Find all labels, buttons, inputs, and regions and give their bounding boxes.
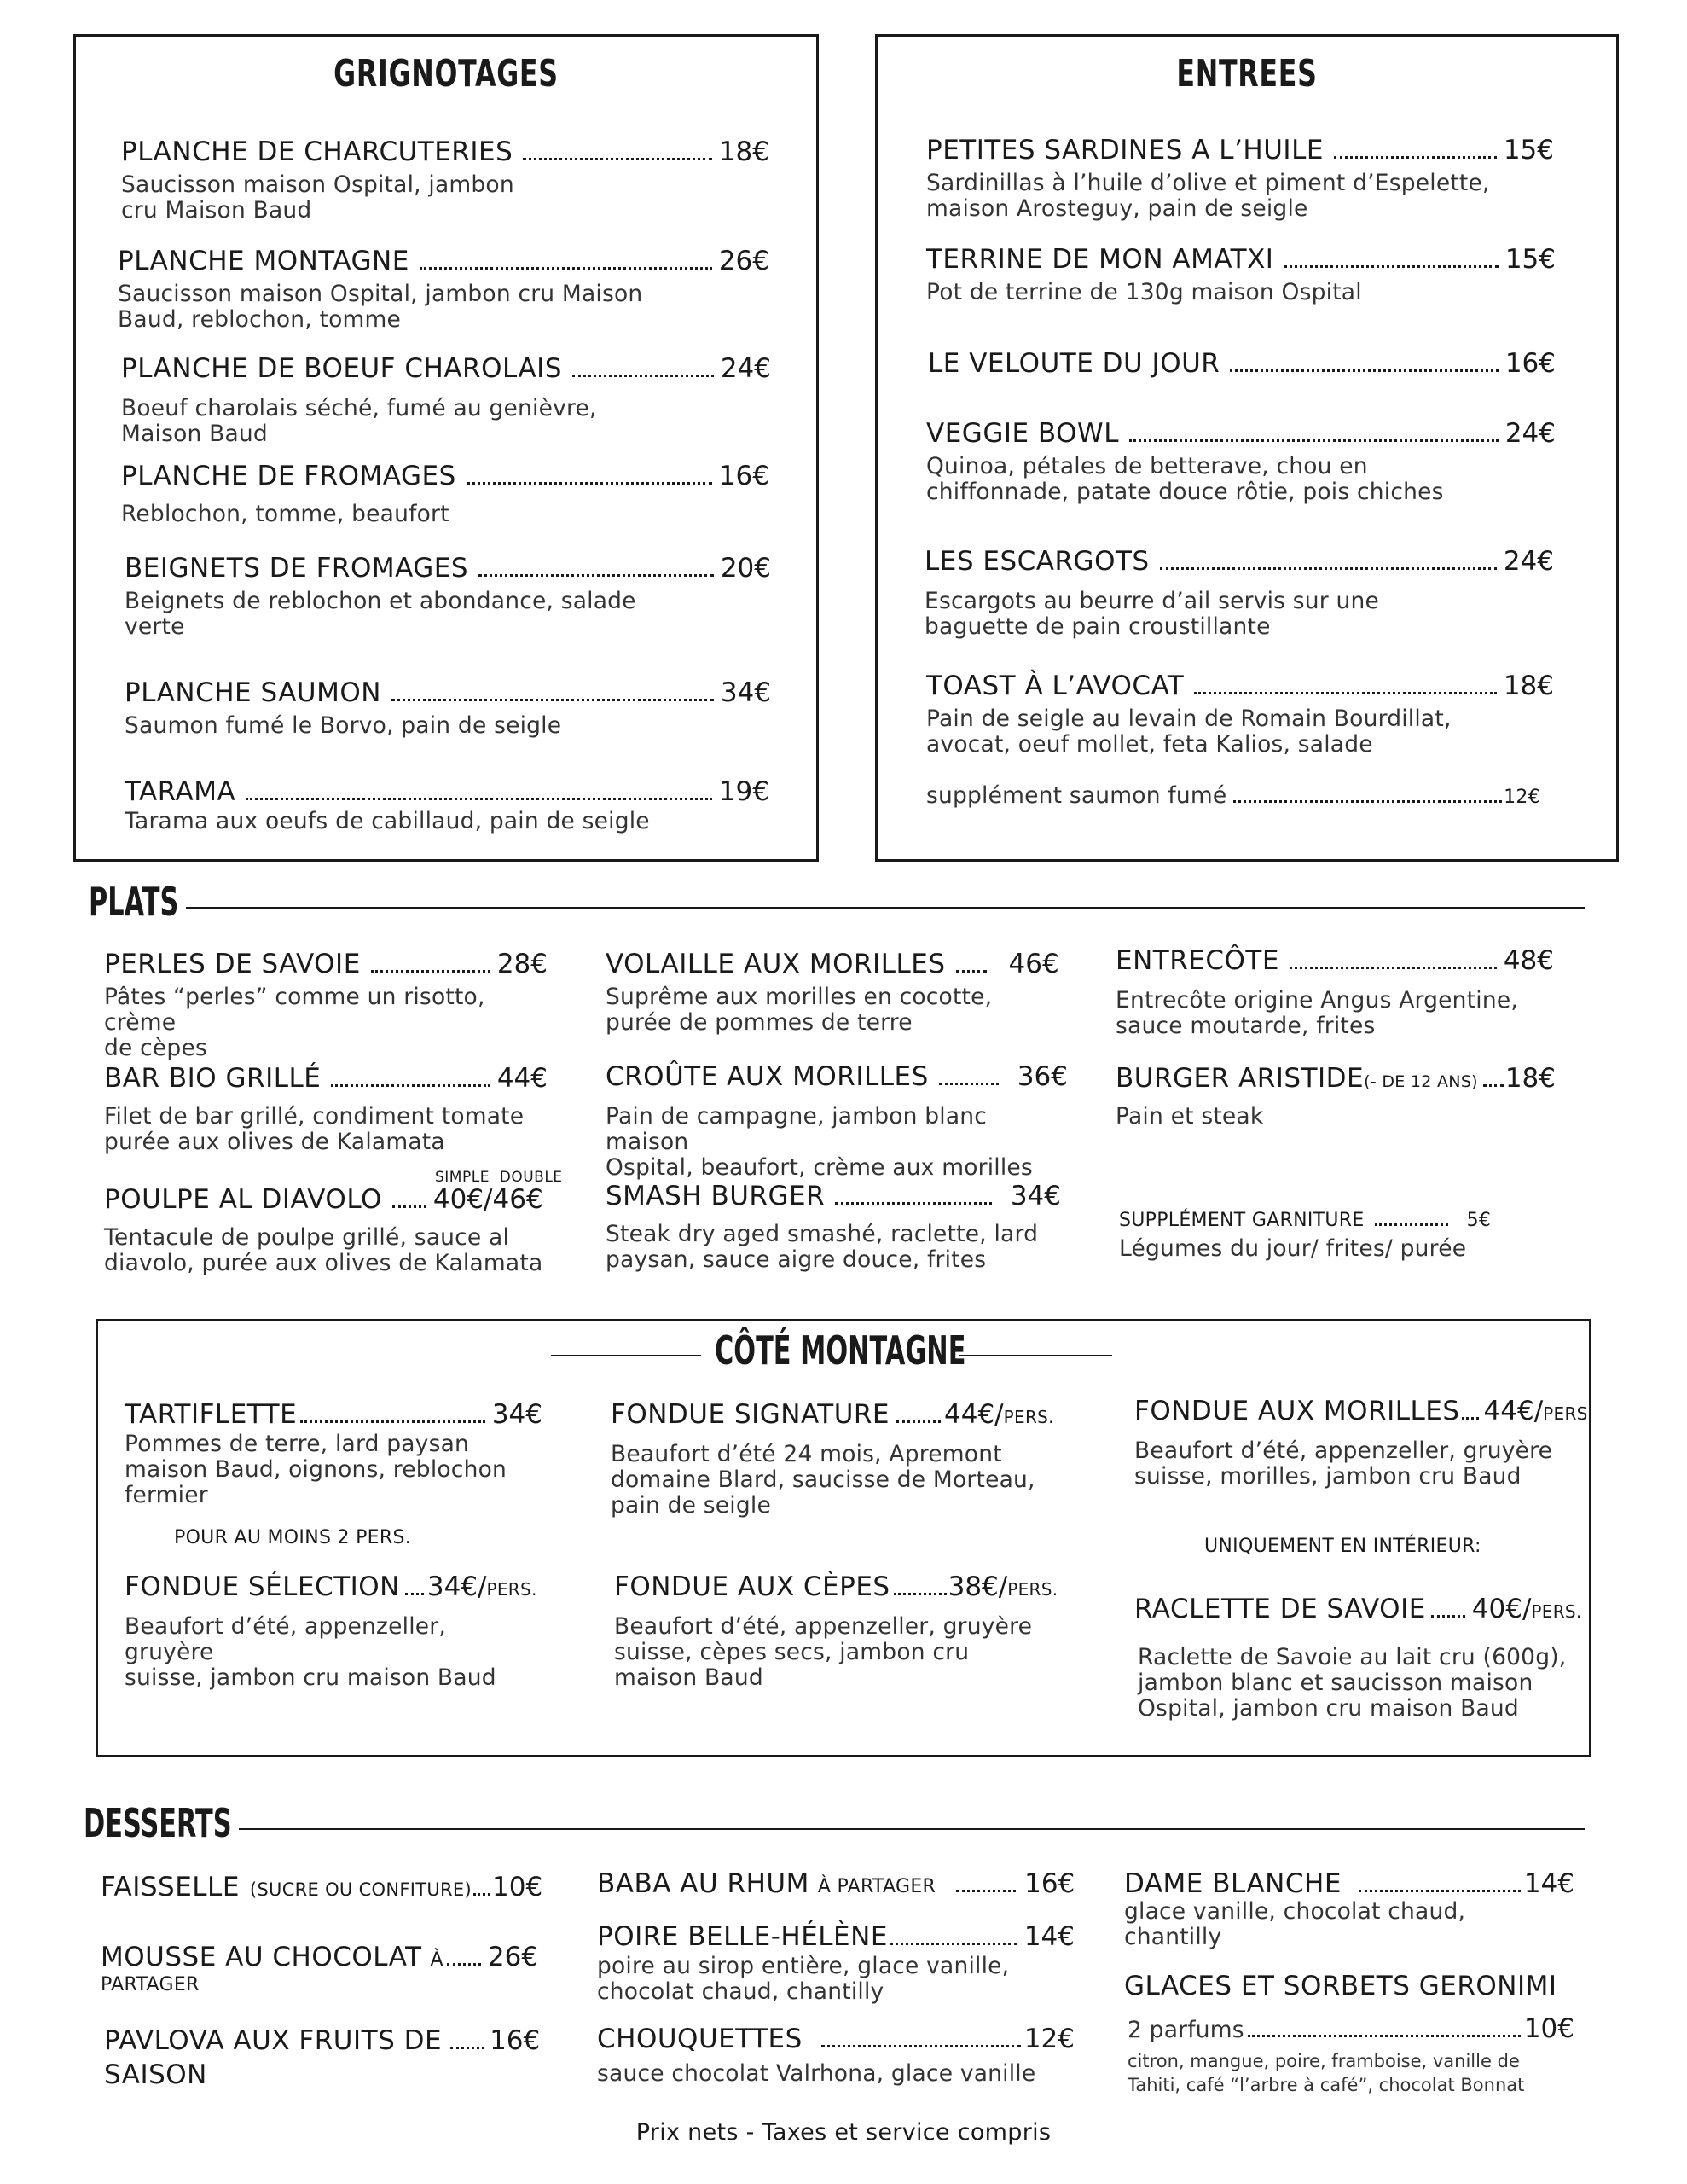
- min-persons-note: POUR AU MOINS 2 PERS.: [174, 1527, 412, 1548]
- menu-item: [121, 136, 769, 224]
- item-name: PLANCHE DE FROMAGES: [121, 461, 456, 491]
- grignotages-title: GRIGNOTAGES: [333, 52, 559, 96]
- cote-montagne-rule-left: [551, 1355, 701, 1356]
- desserts-header: [84, 1800, 308, 1846]
- item-price: 40€/46€: [432, 1184, 543, 1215]
- item-description: Entrecôte origine Angus Argentine, sauce moutarde, frites: [1116, 987, 1518, 1039]
- leader-dots: [1248, 2035, 1521, 2037]
- item-name: BEIGNETS DE FROMAGES: [125, 553, 469, 584]
- item-description: Boeuf charolais séché, fumé au genièvre, Maison Baud: [121, 395, 597, 447]
- supplement-item: [926, 783, 1540, 810]
- item-description: Beaufort d’été, appenzeller, gruyère suisse, cèpes secs, jambon cru maison Baud: [614, 1613, 1033, 1691]
- menu-item: [1134, 1396, 1594, 1490]
- leader-dots: [1230, 369, 1499, 372]
- item-description: Suprême aux morilles en cocotte, purée de pommes de terre: [606, 984, 993, 1036]
- plats-rule: [186, 907, 1585, 909]
- item-name: MOUSSE AU CHOCOLAT: [101, 1942, 422, 1972]
- supplement-item: [1119, 1210, 1516, 1262]
- entrees-title: ENTREES: [1176, 52, 1318, 96]
- item-price: 48€: [1503, 945, 1554, 976]
- item-name: VEGGIE BOWL: [926, 418, 1119, 449]
- leader-dots: [956, 1890, 1016, 1892]
- leader-dots: [1431, 1615, 1465, 1618]
- item-name-note: (SUCRE OU CONFITURE): [249, 1879, 472, 1900]
- item-unit: PERS.: [1003, 1407, 1054, 1427]
- item-name: BURGER ARISTIDE: [1116, 1063, 1365, 1094]
- item-name: TARTIFLETTE: [125, 1399, 298, 1430]
- leader-dots: [890, 1943, 1017, 1945]
- item-price: 15€: [1503, 135, 1554, 166]
- menu-item: [104, 1063, 548, 1155]
- item-price: 26€: [718, 246, 769, 276]
- item-price: 12€: [1023, 2024, 1075, 2054]
- item-name: PLANCHE DE BOEUF CHAROLAIS: [121, 353, 562, 384]
- item-name: PLANCHE SAUMON: [125, 677, 381, 708]
- leader-dots: [405, 1593, 424, 1595]
- menu-item: [104, 2025, 541, 2090]
- item-price: 24€: [1504, 418, 1556, 449]
- item-price: 28€: [496, 949, 548, 979]
- menu-item: [597, 2024, 1075, 2087]
- item-name: PERLES DE SAVOIE: [104, 949, 361, 979]
- plats-header: [89, 879, 225, 925]
- leader-dots: [391, 699, 714, 701]
- menu-item: [1124, 1971, 1574, 2097]
- item-price: 18€: [1503, 671, 1554, 701]
- leader-dots: [478, 574, 714, 577]
- leader-dots: [1462, 1417, 1479, 1420]
- item-price: 19€: [718, 776, 769, 807]
- item-description: Reblochon, tomme, beaufort: [121, 501, 449, 527]
- item-description: Quinoa, pétales de betterave, chou en chiffonnade, patate douce rôtie, pois chiches: [926, 453, 1444, 505]
- leader-dots: [1160, 567, 1497, 570]
- item-price: 12€: [1504, 787, 1540, 808]
- leader-dots: [331, 1084, 490, 1087]
- menu-item: [125, 1399, 542, 1508]
- item-name: BAR BIO GRILLÉ: [104, 1063, 322, 1094]
- item-description: Pâtes “perles” comme un risotto, crème de cèpes: [104, 984, 485, 1061]
- item-description: sauce chocolat Valrhona, glace vanille: [597, 2060, 1036, 2087]
- leader-dots: [300, 1420, 485, 1423]
- item-description: Pommes de terre, lard paysan maison Baud, oignons, reblochon fermier: [125, 1431, 507, 1508]
- item-description: Pot de terrine de 130g maison Ospital: [926, 279, 1362, 305]
- item-name: VOLAILLE AUX MORILLES: [606, 949, 946, 979]
- item-name: PLANCHE MONTAGNE: [118, 246, 409, 276]
- item-price: 34€: [491, 1399, 542, 1430]
- leader-dots: [939, 1083, 999, 1085]
- item-description: Beignets de reblochon et abondance, salade verte: [125, 588, 636, 640]
- item-name: PAVLOVA AUX FRUITS DE: [104, 2025, 443, 2056]
- item-name: supplément saumon fumé: [926, 782, 1227, 809]
- menu-item: [1124, 1868, 1574, 1950]
- item-price: 20€: [720, 553, 771, 584]
- item-description: Pain et steak: [1116, 1103, 1264, 1130]
- menu-item: [121, 461, 769, 527]
- item-unit: PERS.: [486, 1579, 537, 1600]
- item-name: POIRE BELLE-HÉLÈNE: [597, 1921, 888, 1952]
- leader-dots: [447, 1963, 481, 1966]
- menu-item: [597, 1868, 1075, 1899]
- leader-dots: [473, 1893, 490, 1896]
- leader-dots: [420, 267, 712, 270]
- item-description: Beaufort d’été, appenzeller, gruyère suisse, jambon cru maison Baud: [125, 1613, 496, 1691]
- menu-item: [101, 1872, 543, 1902]
- leader-dots: [894, 1593, 947, 1595]
- cote-montagne-rule-right: [959, 1355, 1112, 1356]
- menu-item: [611, 1399, 1088, 1519]
- item-price: 14€: [1023, 1921, 1075, 1952]
- item-price: 5€: [1466, 1210, 1492, 1231]
- leader-dots: [523, 158, 712, 160]
- item-price: 36€: [1017, 1061, 1068, 1092]
- item-name-note2: PARTAGER: [101, 1974, 200, 1995]
- menu-item: [104, 949, 548, 1061]
- item-description: Beaufort d’été, appenzeller, gruyère suisse, morilles, jambon cru Baud: [1134, 1438, 1553, 1490]
- item-price: 15€: [1504, 244, 1556, 275]
- item-description: citron, mangue, poire, framboise, vanille de Tahiti, café “l’arbre à café”, chocolat Bonnat: [1128, 2051, 1525, 2095]
- footer-note: Prix nets - Taxes et service compris: [635, 2119, 1052, 2146]
- item-name: FAISSELLE: [101, 1872, 240, 1902]
- item-description: Tentacule de poulpe grillé, sauce al diavolo, purée aux olives de Kalamata: [104, 1224, 543, 1276]
- item-name: GLACES ET SORBETS GERONIMI: [1124, 1971, 1557, 2001]
- leader-dots: [572, 375, 714, 377]
- item-name: SUPPLÉMENT GARNITURE: [1119, 1210, 1365, 1231]
- item-price: 16€: [1024, 1868, 1075, 1899]
- menu-item: [104, 1184, 548, 1276]
- item-name-note: (- DE 12 ANS): [1364, 1072, 1478, 1091]
- item-name: RACLETTE DE SAVOIE: [1134, 1594, 1426, 1624]
- leader-dots: [392, 1205, 426, 1208]
- item-name: CROÛTE AUX MORILLES: [606, 1061, 929, 1092]
- leader-dots: [1129, 439, 1499, 442]
- item-price: 18€: [1504, 1063, 1556, 1094]
- item-name: POULPE AL DIAVOLO: [104, 1184, 382, 1215]
- item-description: Sardinillas à l’huile d’olive et piment d’Espelette, maison Arosteguy, pain de seigle: [926, 170, 1490, 222]
- item-unit: PERS.: [1531, 1601, 1582, 1622]
- item-name: BABA AU RHUM: [597, 1868, 809, 1899]
- menu-item: [125, 677, 771, 739]
- leader-dots: [956, 970, 987, 973]
- item-price: 14€: [1523, 1868, 1574, 1899]
- item-price: 16€: [490, 2025, 541, 2056]
- item-name: SMASH BURGER: [606, 1181, 826, 1211]
- menu-item: [597, 1921, 1075, 2005]
- item-price: 16€: [718, 461, 769, 491]
- item-subname: 2 parfums: [1128, 2017, 1244, 2043]
- item-name: TERRINE DE MON AMATXI: [926, 244, 1274, 275]
- item-description: Saucisson maison Ospital, jambon cru Maison Baud, reblochon, tomme: [118, 281, 643, 333]
- desserts-title: DESSERTS: [84, 1800, 232, 1846]
- note-simple: SIMPLE: [435, 1169, 490, 1186]
- item-name-note: À PARTAGER: [817, 1876, 936, 1897]
- leader-dots: [450, 2047, 484, 2049]
- menu-item: [101, 1942, 537, 1995]
- menu-item: [1116, 1063, 1556, 1130]
- leader-dots: [896, 1420, 941, 1423]
- size-notes: [435, 1169, 563, 1186]
- item-name: PETITES SARDINES A L’HUILE: [926, 135, 1324, 166]
- leader-dots: [1375, 1223, 1448, 1226]
- item-description: Légumes du jour/ frites/ purée: [1119, 1235, 1467, 1262]
- leader-dots: [1483, 1084, 1504, 1087]
- item-description: Pain de campagne, jambon blanc maison Ospital, beaufort, crème aux morilles: [606, 1103, 1033, 1181]
- item-name: FONDUE SIGNATURE: [611, 1399, 890, 1430]
- item-price: 38€/: [948, 1571, 1008, 1602]
- leader-dots: [1233, 800, 1502, 803]
- menu-item: [118, 246, 769, 333]
- menu-item: [606, 949, 1061, 1036]
- item-price: 46€: [1008, 949, 1059, 979]
- leader-dots: [246, 798, 712, 800]
- item-price: 34€: [720, 677, 771, 708]
- indoor-only-note: UNIQUEMENT EN INTÉRIEUR:: [1204, 1536, 1481, 1557]
- leader-dots: [835, 1202, 992, 1205]
- leader-dots: [467, 482, 712, 485]
- item-price: 44€/: [1483, 1396, 1544, 1426]
- item-price: 24€: [1503, 546, 1554, 577]
- menu-item: [926, 418, 1556, 505]
- item-price: 24€: [720, 353, 771, 384]
- menu-item: [125, 553, 771, 640]
- menu-item: [121, 353, 771, 447]
- item-description: Raclette de Savoie au lait cru (600g), jambon blanc et saucisson maison Ospital, jambon cru maison Baud: [1138, 1644, 1567, 1722]
- menu-item: [606, 1061, 1068, 1181]
- item-name: FONDUE AUX MORILLES: [1134, 1396, 1460, 1426]
- item-name: LES ESCARGOTS: [925, 546, 1150, 577]
- item-price: 34€: [1010, 1181, 1061, 1211]
- item-name: DAME BLANCHE: [1124, 1868, 1342, 1899]
- plats-title: PLATS: [89, 879, 179, 925]
- menu-item: [926, 244, 1556, 305]
- menu-item: [928, 348, 1556, 379]
- item-name: TARAMA: [125, 776, 236, 807]
- item-description: Beaufort d’été 24 mois, Apremont domaine Blard, saucisse de Morteau, pain de seigle: [611, 1441, 1035, 1519]
- item-name-line2: SAISON: [104, 2059, 207, 2090]
- note-double: DOUBLE: [499, 1169, 563, 1186]
- menu-item: [925, 546, 1554, 640]
- menu-item: [614, 1571, 1092, 1691]
- menu-item: [1134, 1594, 1586, 1722]
- item-price: 16€: [1504, 348, 1556, 379]
- item-description: Saucisson maison Ospital, jambon cru Maison Baud: [121, 171, 514, 224]
- leader-dots: [1359, 1890, 1521, 1892]
- leader-dots: [1290, 967, 1497, 969]
- item-name: FONDUE SÉLECTION: [125, 1571, 400, 1602]
- item-name: ENTRECÔTE: [1116, 945, 1279, 976]
- leader-dots: [1194, 692, 1497, 694]
- item-price: 10€: [492, 1872, 543, 1902]
- item-price: 18€: [718, 136, 769, 167]
- item-description: Steak dry aged smashé, raclette, lard paysan, sauce aigre douce, frites: [606, 1221, 1039, 1273]
- item-name-note: À: [430, 1949, 443, 1971]
- menu-item: [125, 1571, 542, 1691]
- item-description: Escargots au beurre d’ail servis sur une baguette de pain croustillante: [925, 588, 1380, 640]
- item-price: 44€: [496, 1063, 548, 1094]
- item-unit: PERS.: [1543, 1403, 1594, 1424]
- leader-dots: [371, 970, 490, 973]
- item-name: FONDUE AUX CÈPES: [614, 1571, 890, 1602]
- item-price: 34€/: [426, 1571, 487, 1602]
- item-price: 26€: [487, 1942, 539, 1972]
- item-description: Tarama aux oeufs de cabillaud, pain de seigle: [125, 808, 650, 834]
- item-description: poire au sirop entière, glace vanille, chocolat chaud, chantilly: [597, 1953, 1010, 2005]
- item-name: TOAST À L’AVOCAT: [926, 671, 1185, 701]
- leader-dots: [1284, 265, 1498, 268]
- leader-dots: [1334, 156, 1497, 159]
- item-description: Pain de seigle au levain de Romain Bourdillat, avocat, oeuf mollet, feta Kalios, salade: [926, 706, 1452, 758]
- item-price: 40€/: [1471, 1594, 1532, 1624]
- menu-item: [926, 671, 1554, 758]
- menu-item: [1116, 945, 1554, 1039]
- cote-montagne-title: CÔTÉ MONTAGNE: [715, 1327, 966, 1374]
- item-name: CHOUQUETTES: [597, 2024, 803, 2054]
- desserts-rule: [239, 1828, 1585, 1830]
- item-description: Saumon fumé le Borvo, pain de seigle: [125, 712, 562, 739]
- item-name: LE VELOUTE DU JOUR: [928, 348, 1220, 379]
- menu-item: [926, 135, 1554, 222]
- menu-item: [606, 1181, 1061, 1273]
- item-name: PLANCHE DE CHARCUTERIES: [121, 136, 513, 167]
- item-price: 10€: [1523, 2013, 1574, 2044]
- item-description: glace vanille, chocolat chaud, chantilly: [1124, 1898, 1466, 1950]
- menu-item: [125, 776, 769, 834]
- item-price: 44€/: [944, 1399, 1004, 1430]
- item-unit: PERS.: [1007, 1579, 1058, 1600]
- item-description: Filet de bar grillé, condiment tomate purée aux olives de Kalamata: [104, 1103, 525, 1155]
- leader-dots: [821, 2045, 1021, 2048]
